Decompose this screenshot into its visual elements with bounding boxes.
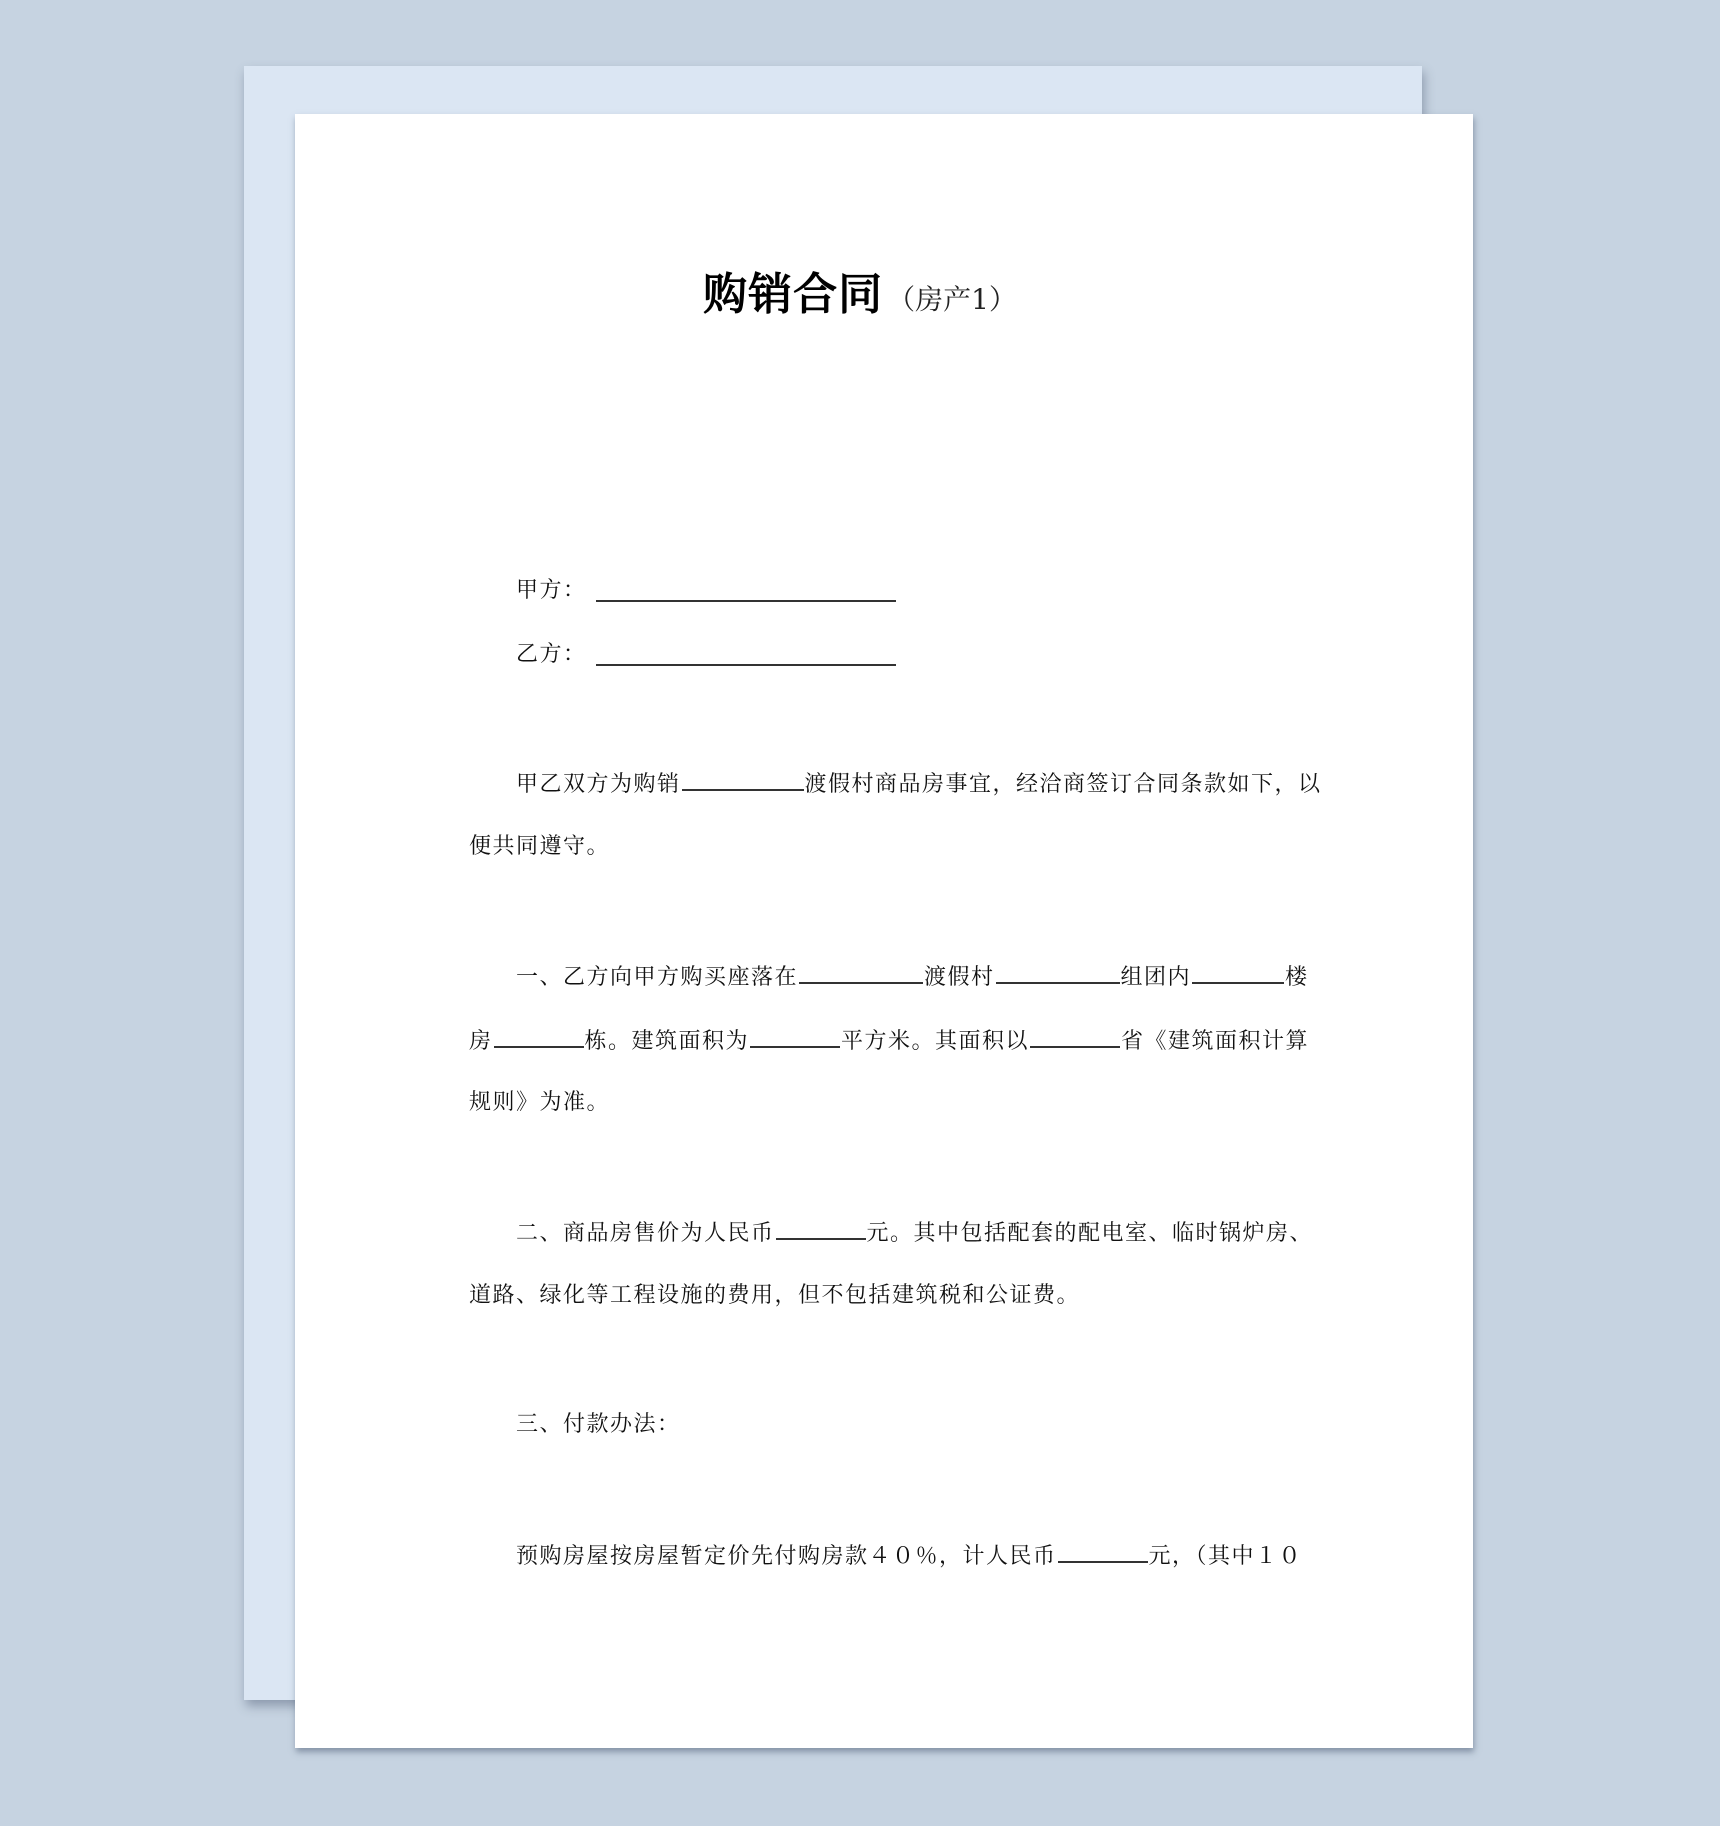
clause1-text-8: 省《建筑面积计算	[1121, 1029, 1310, 1054]
group-blank[interactable]	[1192, 960, 1284, 984]
area-blank[interactable]	[750, 1024, 840, 1048]
front-page-sheet	[295, 114, 1473, 1748]
party-a-blank[interactable]	[596, 600, 896, 602]
clause1-line-2	[469, 1024, 1309, 1057]
party-b-blank[interactable]	[596, 664, 896, 666]
clause1-text-5: 房	[469, 1029, 493, 1054]
building-blank[interactable]	[494, 1024, 584, 1048]
clause1-line-1	[516, 960, 1309, 993]
clause2-line-2: 道路、绿化等工程设施的费用，但不包括建筑税和公证费。	[469, 1283, 1081, 1308]
clause1-text-2: 渡假村	[924, 965, 995, 990]
title-subtitle: （房产1）	[887, 283, 1017, 316]
document-title	[0, 258, 1720, 322]
clause2-line-1	[516, 1216, 1313, 1249]
payment-line-1	[516, 1539, 1302, 1572]
price-blank[interactable]	[776, 1216, 866, 1240]
clause1-text-3: 组团内	[1120, 965, 1192, 990]
clause1-text-4: 楼	[1285, 965, 1309, 990]
resort-name-blank[interactable]	[682, 767, 804, 791]
title-main: 购销合同	[703, 269, 884, 320]
payment-text-1: 预购房屋按房屋暂定价先付购房款４０％，计人民币	[516, 1544, 1057, 1569]
clause2-text-1: 二、商品房售价为人民币	[516, 1221, 775, 1246]
clause1-line-3: 规则》为准。	[469, 1090, 611, 1115]
clause3-heading: 三、付款办法：	[516, 1412, 681, 1437]
clause1-text-1: 一、乙方向甲方购买座落在	[516, 965, 799, 990]
preamble-text-1: 甲乙双方为购销	[516, 772, 681, 797]
resort-blank[interactable]	[996, 960, 1120, 984]
clause1-text-6: 栋。建筑面积为	[584, 1029, 750, 1054]
party-b-label: 乙方：	[516, 642, 587, 667]
deposit-blank[interactable]	[1058, 1539, 1148, 1563]
preamble-text-2: 渡假村商品房事宜，经洽商签订合同条款如下，以	[804, 772, 1322, 797]
location-blank[interactable]	[799, 960, 923, 984]
preamble-line-1	[516, 767, 1322, 800]
clause1-text-7: 平方米。其面积以	[841, 1029, 1030, 1054]
province-blank[interactable]	[1030, 1024, 1120, 1048]
payment-text-2: 元，（其中１０	[1148, 1544, 1303, 1569]
party-a-label: 甲方：	[516, 578, 587, 603]
preamble-line-2: 便共同遵守。	[469, 834, 611, 859]
clause2-text-2: 元。其中包括配套的配电室、临时锅炉房、	[866, 1221, 1314, 1246]
